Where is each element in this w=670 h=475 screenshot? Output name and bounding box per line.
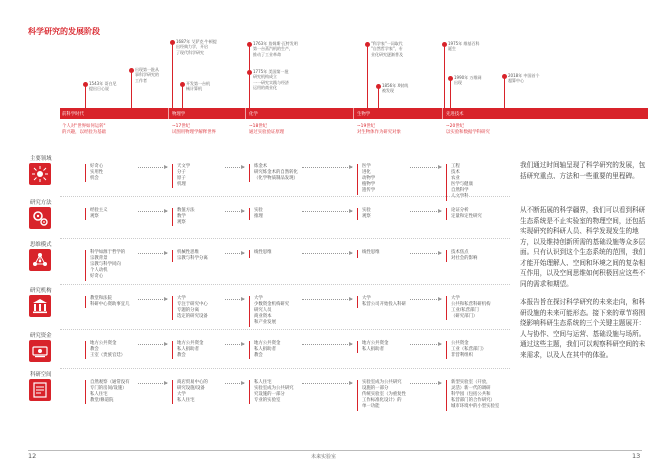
row-label: 思维模式 xyxy=(30,242,52,248)
arrow-connector xyxy=(410,299,441,300)
era-description-line: 的兴趣，以经验为基础 xyxy=(62,130,106,135)
cell-line: 教会 xyxy=(90,347,99,353)
milestone-label xyxy=(135,67,159,83)
milestone-label xyxy=(89,81,116,92)
side-paragraph: 我们通过时间轴呈现了科学研究的发展，包括研究重点、方法和一些重要的里程碑。 xyxy=(520,161,646,180)
cell-line: 论证分析 xyxy=(451,208,469,213)
era-divider xyxy=(245,108,246,119)
cell-line: 观察 xyxy=(90,214,99,220)
milestone-dot xyxy=(502,74,507,79)
cell-line: 大学 xyxy=(254,296,263,301)
milestone-line-text: 1543年 哥白尼 xyxy=(89,81,117,86)
milestone-dot xyxy=(247,70,252,75)
milestone-line xyxy=(131,70,132,108)
institution-icon xyxy=(29,295,51,317)
cell-rule xyxy=(172,341,173,359)
cell-line: 好奇心 xyxy=(90,164,104,169)
milestone-dot xyxy=(180,82,185,87)
gears-icon xyxy=(29,207,51,229)
cell-line: 大学 xyxy=(451,296,460,301)
era-description-line: 对生物体作为研究对象 xyxy=(357,130,401,135)
cell-line: 实验 xyxy=(254,208,263,213)
milestone-dot xyxy=(83,82,88,87)
cell-rule xyxy=(446,250,447,262)
cell-rule xyxy=(172,208,173,226)
cell-line: 植物学 xyxy=(362,182,376,188)
milestone-line-text: 事科学研究的 xyxy=(135,72,159,78)
cell-line: 教会 xyxy=(177,353,186,359)
atom-icon xyxy=(29,163,51,185)
cell-line: 数值方法 xyxy=(177,208,195,213)
space-icon xyxy=(29,379,51,401)
cell-line: 宗教与科学分离 xyxy=(177,256,208,262)
cell-line: 炼金术 xyxy=(254,164,268,169)
cell-line: 少数资金机构研究 xyxy=(254,302,290,308)
cell-rule xyxy=(249,296,250,327)
cell-line: 机会 xyxy=(90,176,99,182)
grid-cell xyxy=(90,164,103,182)
cell-line: 私人捐助者 xyxy=(254,347,276,353)
cell-rule xyxy=(357,208,358,220)
arrow-connector xyxy=(225,253,244,254)
milestone-line xyxy=(444,44,445,108)
era-name: 先进技术 xyxy=(446,112,464,117)
cell-line: 地方公共资金 xyxy=(90,341,117,346)
grid-cell xyxy=(451,250,477,262)
milestone-line-text: 一一研究实践与经济 xyxy=(253,79,289,85)
footer-rule xyxy=(28,450,642,451)
grid-cell xyxy=(254,296,289,326)
cell-line: 地方公共资金 xyxy=(254,341,281,346)
cell-line: 定量和定性研究 xyxy=(451,214,482,220)
cell-line: 个人动机 xyxy=(90,268,108,274)
cell-line: 灵活）新一代的调研 xyxy=(451,386,491,392)
row-separator xyxy=(60,329,510,330)
cell-line: 实验室成为公共研究 xyxy=(362,380,402,385)
era-divider xyxy=(353,108,354,119)
milestone-line xyxy=(367,44,368,108)
cell-rule xyxy=(85,164,86,182)
cell-line: 公共资金 xyxy=(451,341,469,346)
cell-line: 线性思维 xyxy=(254,250,272,255)
cell-line: 工业（私营部门） xyxy=(451,347,487,353)
cell-rule xyxy=(446,380,447,411)
cell-line: 工业/私营部门 xyxy=(451,308,479,314)
cell-line: 原子 xyxy=(177,176,186,182)
grid-cell xyxy=(254,341,280,359)
page-number-right: 13 xyxy=(632,452,641,460)
era-band xyxy=(60,108,648,119)
grid-cell xyxy=(90,296,130,308)
milestone-line-text: 诞生 xyxy=(448,46,456,52)
cell-line: 私人住宅 xyxy=(254,380,272,385)
milestone-line-text: 工作者 xyxy=(135,77,147,83)
cell-line: 天文学 xyxy=(177,164,191,169)
grid-cell xyxy=(90,250,125,280)
cell-rule xyxy=(85,208,86,220)
era-name: 物理学 xyxy=(172,112,186,117)
cell-line: 单一功能 xyxy=(362,404,380,410)
row-separator xyxy=(60,368,510,369)
cell-line: 专业的实验室 xyxy=(254,398,281,404)
cell-line: 经验主义 xyxy=(90,208,108,213)
cell-line: 自然观察（通常没有 xyxy=(90,380,130,385)
arrow-connector xyxy=(302,167,352,168)
milestone-line-text: 1990年 万维网 xyxy=(454,75,482,80)
grid-cell xyxy=(362,250,380,256)
cell-line: 城市环境中的小型实验室 xyxy=(451,404,500,410)
era-description xyxy=(357,124,401,136)
cell-rule xyxy=(357,250,358,258)
grid-cell xyxy=(177,296,208,320)
cell-rule xyxy=(446,208,447,220)
cell-line: 工程 xyxy=(451,164,460,169)
page-number-left: 12 xyxy=(28,452,37,460)
cell-line: 地方公共资金 xyxy=(177,341,204,346)
cell-line: 传统实验室（为重复性 xyxy=(362,392,406,398)
milestone-line-text: 1775年 美国第一批 xyxy=(253,69,289,74)
milestone-line-text: 1856年 X射线 xyxy=(382,83,409,88)
milestone-line-text: 开发第一台机 xyxy=(186,81,210,86)
milestone-label xyxy=(253,41,298,57)
cell-line: 专注于研究中心 xyxy=(177,302,208,308)
milestone-line-text: 运用的商业化 xyxy=(253,85,277,91)
arrow-connector xyxy=(138,253,167,254)
cell-rule xyxy=(172,296,173,320)
era-name: 前科学时代 xyxy=(62,112,84,117)
era-description-line: 个人对"世界如何运转" xyxy=(62,124,106,129)
grid-cell xyxy=(177,164,190,188)
arrow-connector xyxy=(225,344,244,345)
cell-rule xyxy=(249,380,250,404)
milestone-label xyxy=(186,81,210,92)
cell-rule xyxy=(85,250,86,281)
cell-line: 技术焦点 xyxy=(451,250,469,255)
era-description xyxy=(446,124,490,136)
cell-line: 宗教背景 xyxy=(90,256,108,262)
cell-line: 分子 xyxy=(177,170,186,176)
milestone-label xyxy=(176,39,217,55)
cell-rule xyxy=(249,341,250,359)
row-separator xyxy=(60,284,510,285)
era-description-line: 试图用物理学解释世界 xyxy=(172,130,216,135)
grid-cell xyxy=(362,341,388,353)
milestone-line-text: "科学家"一词取代 xyxy=(371,41,403,46)
cell-line: 技术 xyxy=(451,170,460,176)
cell-line: 遗传学 xyxy=(362,188,376,194)
era-description-line: ~19世纪 xyxy=(357,124,376,129)
page-title: 科学研究的发展阶段 xyxy=(28,27,100,36)
milestone-line-text: 1975年 维基百科 xyxy=(448,41,480,46)
cell-rule xyxy=(172,164,173,188)
cell-line: 进化 xyxy=(362,170,371,176)
milestone-line-text: 出现 xyxy=(454,80,462,86)
footer-title: 未来实验室 xyxy=(311,454,337,460)
cell-line: 好奇心 xyxy=(90,274,104,280)
milestone-dot xyxy=(365,42,370,47)
cell-rule xyxy=(85,380,86,404)
grid-cell xyxy=(90,208,108,220)
cell-line: 科学园（包括公共和 xyxy=(451,392,491,398)
cell-line: 大学 xyxy=(362,296,371,301)
cell-rule xyxy=(357,380,358,411)
cell-rule xyxy=(85,296,86,308)
cell-line: 王室（贵族官廷） xyxy=(90,353,126,359)
cell-rule xyxy=(446,296,447,320)
row-separator xyxy=(60,238,510,239)
milestone-label xyxy=(371,41,403,57)
milestone-dot xyxy=(247,42,252,47)
arrow-connector xyxy=(302,299,352,300)
cell-line: 实验 xyxy=(362,208,371,213)
cell-line: 动物学 xyxy=(362,176,376,182)
era-description xyxy=(172,124,216,136)
milestone-line-text: 推动了工业革命 xyxy=(253,51,281,57)
era-divider xyxy=(168,108,169,119)
grid-cell xyxy=(451,208,482,220)
cell-line: 究设施的一部分 xyxy=(254,392,285,398)
cell-line: 专门的房间/设施） xyxy=(90,386,127,392)
cell-line: 私人住宅 xyxy=(177,398,195,404)
cell-line: 工作标准化设计）的 xyxy=(362,398,402,404)
cell-line: 医学与健康 xyxy=(451,182,473,188)
grid-cell xyxy=(254,250,272,256)
arrow-connector xyxy=(138,383,167,384)
cell-line: 设施的一部分 xyxy=(362,386,389,392)
cell-line: 私营部门的合作研究） xyxy=(451,398,495,404)
arrow-connector xyxy=(138,167,167,168)
cell-line: 商店贸易中心的 xyxy=(177,380,208,385)
milestone-line-text: 被发现 xyxy=(382,88,394,94)
arrow-connector xyxy=(138,211,167,212)
grid-cell xyxy=(451,380,499,410)
milestone-line-text: 超算中心 xyxy=(508,78,524,84)
milestone-label xyxy=(454,75,481,86)
grid-cell xyxy=(254,208,263,220)
cell-line: 私人住宅 xyxy=(90,392,108,398)
milestone-line-text: "自然哲学家"，专 xyxy=(371,46,403,52)
cell-line: 线性思维 xyxy=(362,250,380,255)
grid-cell xyxy=(254,164,298,182)
cell-line: 观察 xyxy=(362,214,371,220)
grid-cell xyxy=(451,341,486,359)
cell-rule xyxy=(357,296,358,308)
cell-line: 实验室成为公共研究 xyxy=(254,386,294,392)
milestone-label xyxy=(508,73,539,84)
cell-line: 推理 xyxy=(254,214,263,220)
cell-line: 人文学科 xyxy=(451,194,469,200)
cell-rule xyxy=(357,341,358,353)
milestone-label xyxy=(382,83,408,94)
arrow-connector xyxy=(302,211,352,212)
milestone-line-text: 业化研究逐渐普及 xyxy=(371,51,403,57)
cell-line: 选定的研究设备 xyxy=(177,314,208,320)
cell-rule xyxy=(85,341,86,359)
cell-line: 商业资本 xyxy=(254,314,272,320)
row-label: 研究资金 xyxy=(30,333,52,339)
era-description-line: 通过实验验证原理 xyxy=(249,130,285,135)
network-icon xyxy=(29,249,51,271)
arrow-connector xyxy=(410,253,441,254)
milestone-dot xyxy=(442,42,447,47)
cell-line: 私人捐助者 xyxy=(177,347,199,353)
milestone-line-text: 第一台蒸汽机的生产， xyxy=(253,46,293,52)
cell-line: 农业 xyxy=(451,176,460,182)
cell-rule xyxy=(249,164,250,182)
row-label: 科研空间 xyxy=(30,372,52,378)
era-divider xyxy=(442,108,443,119)
cell-rule xyxy=(172,380,173,404)
milestone-line xyxy=(172,42,173,108)
cell-rule xyxy=(172,250,173,262)
row-separator xyxy=(60,196,510,197)
cell-line: 新型实验室（开放， xyxy=(451,380,491,385)
cell-line: 私营公司开始投入科研 xyxy=(362,302,406,308)
cell-line: 公共和私营科研机构 xyxy=(451,302,491,308)
cell-line: 科研中心资助事宜几 xyxy=(90,302,130,308)
side-paragraph: 本报告旨在探讨科学研究的未来走向，和科研设施的未来可能形态。接下来的章节将围绕影响科研生态系统的三个关键主题展开：人与协作、空间与运营、基础设施与场所。通过这些主题，我们可以观察科研空间的未来需求，以及人在其中的体验。 xyxy=(520,298,646,359)
cell-line: 研究人员 xyxy=(254,308,272,314)
milestone-line-text: 研究机构成立 xyxy=(253,74,277,80)
side-paragraph: 从不断拓展的科学疆界，我们可以看到科研生态系统是不止实验室的物理空间，还包括实现研究的科研人员、科学发现发生的地方，以及维持创新所需的基础设施等众多层面。只有认识到这个生态系统的范围，我们才能开始理解人、空间和环境之间的复杂相互作用，以及空间思维如何积极回应这些不同的需求和期望。 xyxy=(520,206,646,288)
cell-line: （研究部门） xyxy=(451,314,478,320)
milestone-line-text: 1763年 詹姆斯·瓦特发明 xyxy=(253,41,298,46)
arrow-connector xyxy=(302,344,352,345)
cell-line: 机理 xyxy=(177,182,186,188)
cell-line: 医学 xyxy=(362,164,371,169)
cell-line: 实用性 xyxy=(90,170,104,176)
cell-line: 数学 xyxy=(177,214,186,220)
cell-line: 教堂和法院 xyxy=(90,296,112,301)
arrow-connector xyxy=(225,211,244,212)
cell-line: 专题的分离 xyxy=(177,308,199,314)
cell-line: （化学物质制品发现） xyxy=(254,176,298,182)
cell-line: 科学如源于哲学的 xyxy=(90,250,126,255)
grid-cell xyxy=(177,250,208,262)
milestone-line-text: 出现第一批从 xyxy=(135,67,159,72)
cell-line: 私人捐助者 xyxy=(362,347,384,353)
cell-line: 机械性思维 xyxy=(177,250,199,255)
milestone-dot xyxy=(170,40,175,45)
cell-line: 教会 xyxy=(254,353,263,359)
milestone-dot xyxy=(129,68,134,73)
milestone-label xyxy=(448,41,479,52)
milestone-line-text: 提出日心说 xyxy=(89,86,109,92)
arrow-connector xyxy=(302,383,352,384)
era-description-line: ~18世纪 xyxy=(249,124,268,129)
milestone-line-text: 了现代科学研究 xyxy=(176,49,204,55)
cell-line: 教堂/修道院 xyxy=(90,398,114,404)
cell-rule xyxy=(446,341,447,359)
milestone-line-text: 出经典力学，开启 xyxy=(176,44,208,50)
era-description-line: ~17世纪 xyxy=(172,124,191,129)
milestone-dot xyxy=(448,76,453,81)
grid-cell xyxy=(90,341,125,359)
cell-line: 地方公共资金 xyxy=(362,341,389,346)
grid-cell xyxy=(362,296,406,308)
row-label: 主要领域 xyxy=(30,156,52,162)
milestone-label xyxy=(253,69,289,91)
cell-line: 研究炼金术的自然转化 xyxy=(254,170,298,176)
arrow-connector xyxy=(410,167,441,168)
milestone-line xyxy=(504,76,505,108)
milestone-dot xyxy=(376,84,381,89)
grid-cell xyxy=(177,341,203,359)
money-icon xyxy=(29,340,51,362)
grid-cell xyxy=(362,380,406,410)
arrow-connector xyxy=(138,299,167,300)
milestone-line xyxy=(249,72,250,108)
arrow-connector xyxy=(302,253,352,254)
grid-cell xyxy=(177,208,195,226)
cell-rule xyxy=(249,208,250,220)
grid-cell xyxy=(177,380,208,404)
era-name: 化学 xyxy=(249,112,258,117)
cell-line: 观察 xyxy=(177,220,186,226)
row-label: 研究机构 xyxy=(30,288,52,294)
arrow-connector xyxy=(225,383,244,384)
grid-cell xyxy=(254,380,294,404)
milestone-line-text: 械计算机 xyxy=(186,86,202,92)
cell-line: 研究设施/设备 xyxy=(177,386,205,392)
milestone-line-text: 1687年 艾萨克·牛顿提 xyxy=(176,39,217,44)
milestone-line xyxy=(450,78,451,108)
cell-line: 自然科学 xyxy=(451,188,469,194)
cell-line: 对社会的影响 xyxy=(451,256,478,262)
grid-cell xyxy=(90,380,130,404)
arrow-connector xyxy=(225,167,244,168)
cell-rule xyxy=(357,164,358,195)
cell-line: 和产业发展 xyxy=(254,320,276,326)
era-description xyxy=(62,124,106,136)
era-name: 生物学 xyxy=(357,112,371,117)
arrow-connector xyxy=(410,344,441,345)
milestone-line xyxy=(378,86,379,108)
cell-line: 大学 xyxy=(177,392,186,398)
era-description-line: 以实验和数据学科研究 xyxy=(446,130,490,135)
milestone-line xyxy=(85,84,86,108)
arrow-connector xyxy=(138,344,167,345)
arrow-connector xyxy=(410,383,441,384)
arrow-connector xyxy=(410,211,441,212)
row-label: 研究方法 xyxy=(30,200,52,206)
era-description-line: ~20世纪 xyxy=(446,124,465,129)
grid-cell xyxy=(362,164,375,194)
milestone-line-text: 2018年 中国首个 xyxy=(508,73,540,78)
arrow-connector xyxy=(225,299,244,300)
cell-line: 宗教与科学同向 xyxy=(90,262,121,268)
cell-line: 非营利组织 xyxy=(451,353,473,359)
cell-rule xyxy=(249,250,250,258)
grid-cell xyxy=(362,208,371,220)
era-description xyxy=(249,124,284,136)
milestone-line xyxy=(182,84,183,108)
cell-line: 大学 xyxy=(177,296,186,301)
grid-cell xyxy=(451,296,491,320)
